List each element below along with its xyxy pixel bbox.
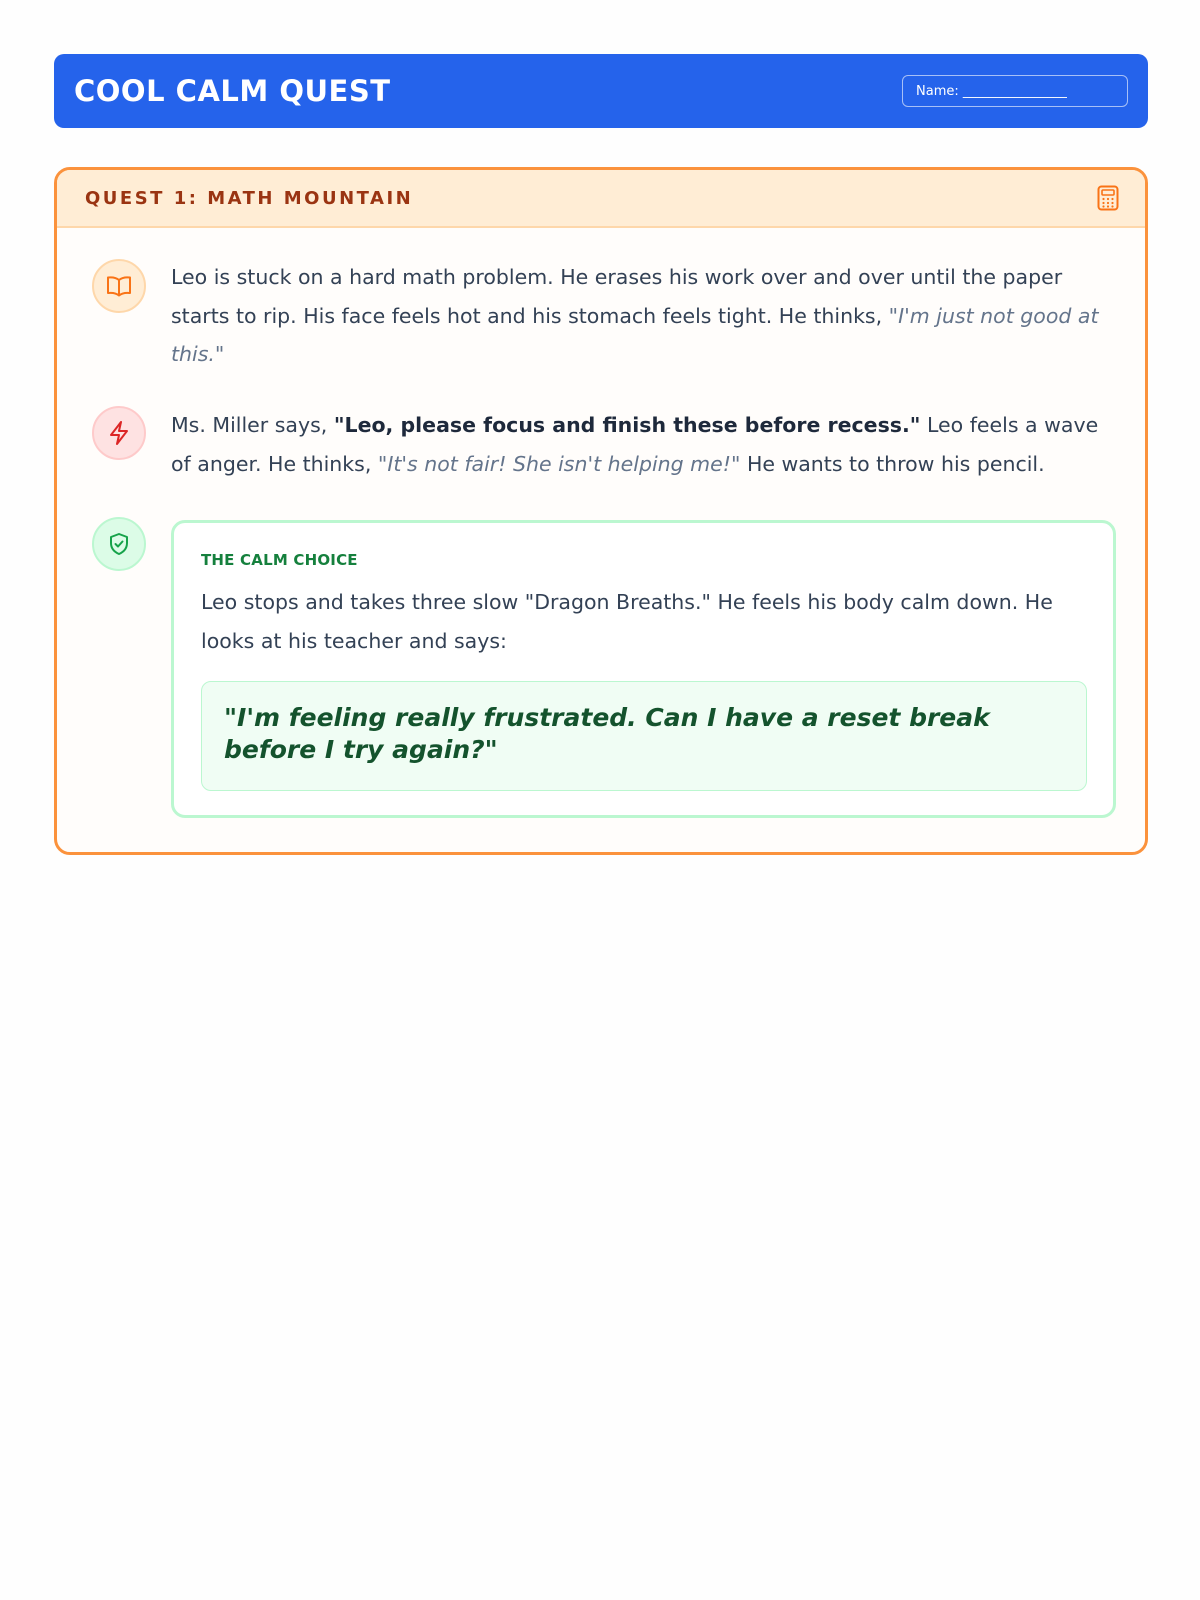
page-title: COOL CALM QUEST [74,74,391,108]
leo-thought: "I'm just not good at this." [171,303,1099,366]
story-text: Leo feels a wave of anger. He thinks, [171,413,1099,476]
quest-title: QUEST 1: MATH MOUNTAIN [85,187,414,209]
teacher-speech: "Leo, please focus and finish these before recess." [333,413,921,437]
story-text: Ms. Miller says, [171,413,334,437]
story-text: Leo is stuck on a hard math problem. He erases his work over and over until the paper starts to rip. His face feels hot and his stomach feels tight. He thinks, [171,265,1063,328]
trigger-badge [92,406,146,460]
calculator-icon [1097,185,1119,211]
calm-choice-text: Leo stops and takes three slow "Dragon Breaths." He feels his body calm down. He looks at his teacher and says: [201,590,1053,653]
story-paragraph-1 [171,258,1121,374]
lightning-icon [107,420,131,446]
name-field[interactable]: Name: ________________ [902,75,1128,107]
story-badge [92,259,146,313]
leo-thought: "It's not fair! She isn't helping me!" [377,451,741,476]
calm-quote: "I'm feeling really frustrated. Can I have a reset break before I try again?" [201,681,1087,791]
calm-choice-label: THE CALM CHOICE [201,551,358,569]
story-text: He wants to throw his pencil. [740,451,1045,476]
shield-check-icon [108,532,130,556]
book-open-icon [106,274,132,298]
quest-header [57,170,1145,228]
story-paragraph-2 [171,406,1121,483]
calm-choice-box [171,520,1116,818]
calm-badge [92,517,146,571]
page-header [54,54,1148,128]
quest-card [54,167,1148,855]
